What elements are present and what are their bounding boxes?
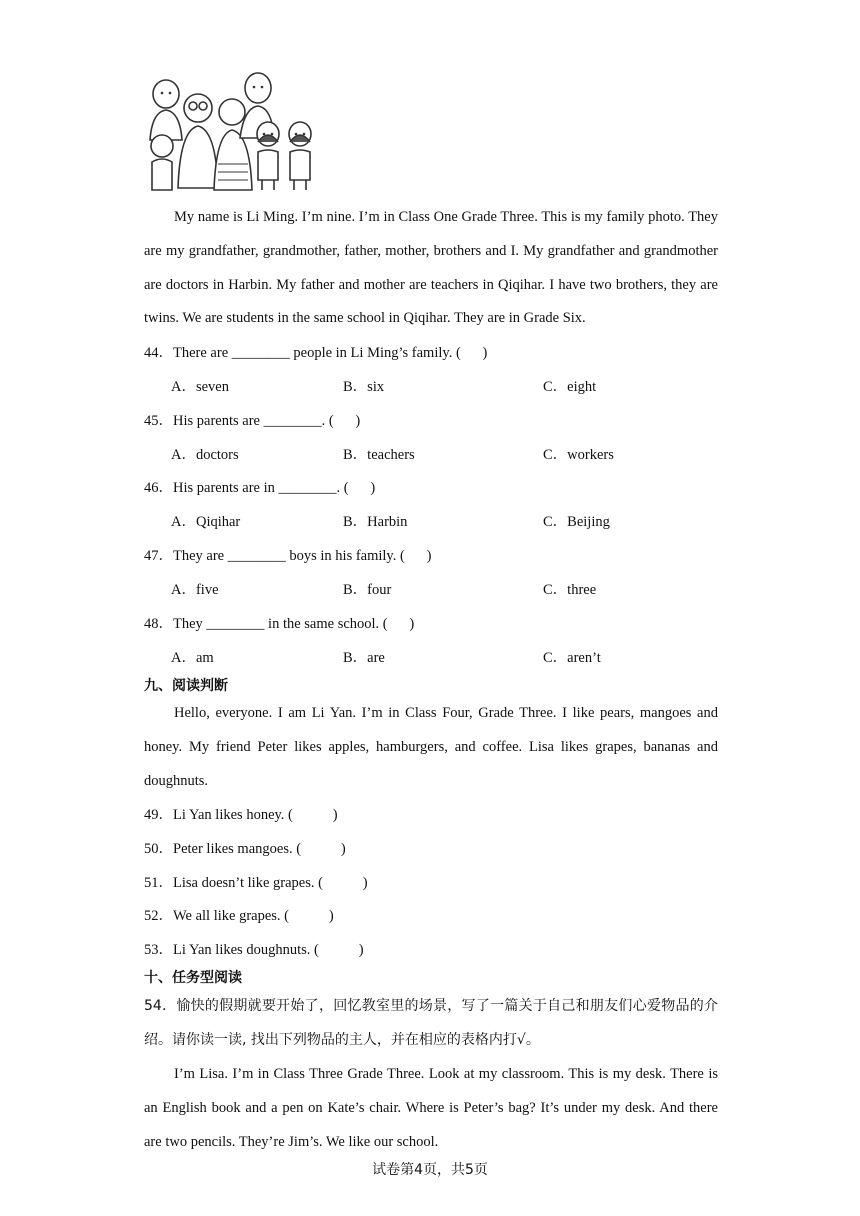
question-46-option-c: C．Beijing [543,514,610,530]
page-footer: 试卷第4页，共5页 [372,1162,488,1178]
question-48-option-c: C．aren’t [543,650,601,666]
question-44-stem: 44．There are ________ people in Li Ming’s family. ( ) [144,345,488,361]
question-45-option-a: A．doctors [171,447,239,463]
question-46-option-a: A．Qiqihar [171,514,241,530]
question-46-stem: 46．His parents are in ________. ( ) [144,480,376,496]
question-47-option-c: C．three [543,582,597,598]
section-9-passage: Hello, everyone. I am Li Yan. I’m in Class Four, Grade Three. I like pears, mangoes and honey. My friend Peter likes apples, hamburgers, and coffee. Lisa likes grapes, bananas and doughnuts. [144,705,718,789]
question-49: 49．Li Yan likes honey. ( ) [144,807,338,823]
question-48-option-a: A．am [171,650,214,666]
question-44-option-b: B．six [343,379,385,395]
family-passage: My name is Li Ming. I’m nine. I’m in Class One Grade Three. This is my family photo. They are my grandfather, grandmother, father, mother, brothers and I. My grandfather and grandmother are doctors in Harbin. My father and mother are teachers in Qiqihar. I have two brothers, they are twins. We are students in the same school in Qiqihar. They are in Grade Six. [144,209,718,327]
question-50: 50．Peter likes mangoes. ( ) [144,841,346,857]
question-48-option-b: B．are [343,650,385,666]
question-47-option-a: A．five [171,582,219,598]
section-10-heading: 十、任务型阅读 [144,970,242,986]
question-47-option-b: B．four [343,582,392,598]
question-44-option-c: C．eight [543,379,597,395]
question-45-option-b: B．teachers [343,447,415,463]
question-47-stem: 47．They are ________ boys in his family. ( ) [144,548,432,564]
question-48-stem: 48．They ________ in the same school. ( ) [144,616,415,632]
question-53: 53．Li Yan likes doughnuts. ( ) [144,942,364,958]
question-46-option-b: B．Harbin [343,514,408,530]
section-9-heading: 九、阅读判断 [144,678,228,694]
question-45-stem: 45．His parents are ________. ( ) [144,413,361,429]
question-54-instruction: 54．愉快的假期就要开始了，回忆教室里的场景，写了一篇关于自己和朋友们心爱物品的介绍。请你读一读, 找出下列物品的主人，并在相应的表格内打√。 [144,998,718,1048]
question-44-option-a: A．seven [171,379,229,395]
question-51: 51．Lisa doesn’t like grapes. ( ) [144,875,368,891]
family-photo-illustration [140,68,326,196]
question-52: 52．We all like grapes. ( ) [144,908,334,924]
section-10-passage: I’m Lisa. I’m in Class Three Grade Three. Look at my classroom. This is my desk. There is an English book and a pen on Kate’s chair. Where is Peter’s bag? It’s under my desk. And there are two pencils. They’re Jim’s. We like our school. [144,1066,718,1150]
question-45-option-c: C．workers [543,447,614,463]
